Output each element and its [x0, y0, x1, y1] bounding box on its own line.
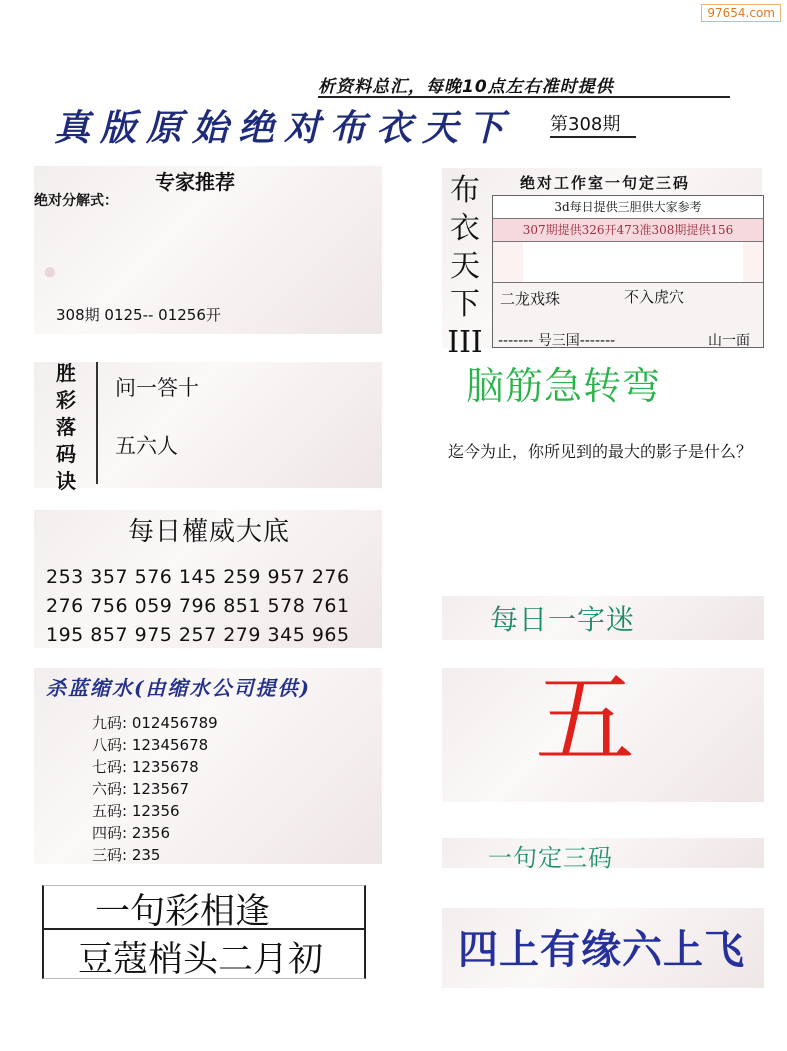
riddle-left: 二龙戏珠	[500, 290, 561, 308]
studio-table	[492, 195, 764, 348]
char-riddle-title: 每日一字迷	[490, 603, 636, 636]
issue-number: 第308期	[550, 110, 636, 138]
number-row: 195 857 975 257 279 345 965	[46, 624, 350, 646]
shengcai-char: 诀	[56, 469, 76, 493]
shengcai-label	[48, 360, 84, 495]
shengcai-char: 胜	[56, 361, 76, 385]
vertical-char: III	[447, 325, 483, 360]
phrase-text: 豆蔻梢头二月初	[78, 940, 324, 980]
code-item: 九码: 012456789	[92, 714, 218, 732]
shengcai-char: 码	[56, 442, 76, 466]
shrink-title: 杀蓝缩水(由缩水公司提供)	[46, 676, 311, 700]
vertical-char: 下	[450, 287, 480, 322]
studio-heading: 绝对工作室一句定三码	[520, 174, 691, 192]
shengcai-char: 落	[56, 415, 76, 439]
blank-box	[523, 242, 743, 282]
site-watermark: 97654.com	[701, 4, 781, 22]
studio-row-highlight: 307期提供326开473准308期提供156	[493, 219, 763, 242]
riddle-right: 不入虎穴	[624, 288, 685, 306]
big-riddle-char: 五	[535, 661, 635, 778]
number-row: 276 756 059 796 851 578 761	[46, 595, 350, 617]
expert-title: 专家推荐	[155, 170, 235, 194]
top-note: 析资料总汇，每晚10点左右准时提供	[318, 72, 730, 98]
vertical-char: 布	[450, 173, 480, 208]
studio-row: 3d每日提供三胆供大家参考	[493, 196, 763, 219]
vertical-char: 天	[450, 249, 480, 284]
daily-base-title: 每日權威大底	[128, 517, 291, 547]
phrase-title: 一句彩相逢	[95, 892, 271, 932]
three-code-title: 一句定三码	[488, 844, 613, 872]
formula-label: 绝对分解式：	[34, 193, 118, 209]
riddle-bottom-right: 山一面	[708, 333, 750, 349]
divider	[96, 362, 98, 484]
riddle-bottom: ------- 号三国-------	[498, 333, 616, 349]
shengcai-line-1: 问一答十	[115, 376, 199, 400]
three-code-text: 四上有缘六上飞	[458, 927, 745, 973]
page-title: 真版原始绝对布衣天下	[54, 107, 515, 149]
shengcai-char: 彩	[56, 388, 76, 412]
studio-blank-row	[493, 242, 763, 283]
code-item: 四码: 2356	[92, 824, 170, 842]
code-item: 八码: 12345678	[92, 736, 209, 754]
code-item: 五码: 12356	[92, 802, 180, 820]
vertical-char: 衣	[450, 211, 480, 246]
brain-teaser-title: 脑筋急转弯	[466, 364, 662, 408]
code-item: 三码: 235	[92, 846, 161, 864]
expert-prediction: 308期 0125-- 01256开	[56, 306, 221, 324]
code-item: 七码: 1235678	[92, 758, 199, 776]
code-item: 六码: 123567	[92, 780, 190, 798]
brain-teaser-question: 迄今为止，你所见到的最大的影子是什么？	[448, 442, 753, 461]
vertical-title	[444, 172, 486, 362]
shengcai-line-2: 五六人	[115, 434, 178, 458]
number-row: 253 357 576 145 259 957 276	[46, 566, 350, 588]
decorative-glyph: ·	[40, 240, 60, 306]
shengcai-panel	[34, 362, 382, 488]
